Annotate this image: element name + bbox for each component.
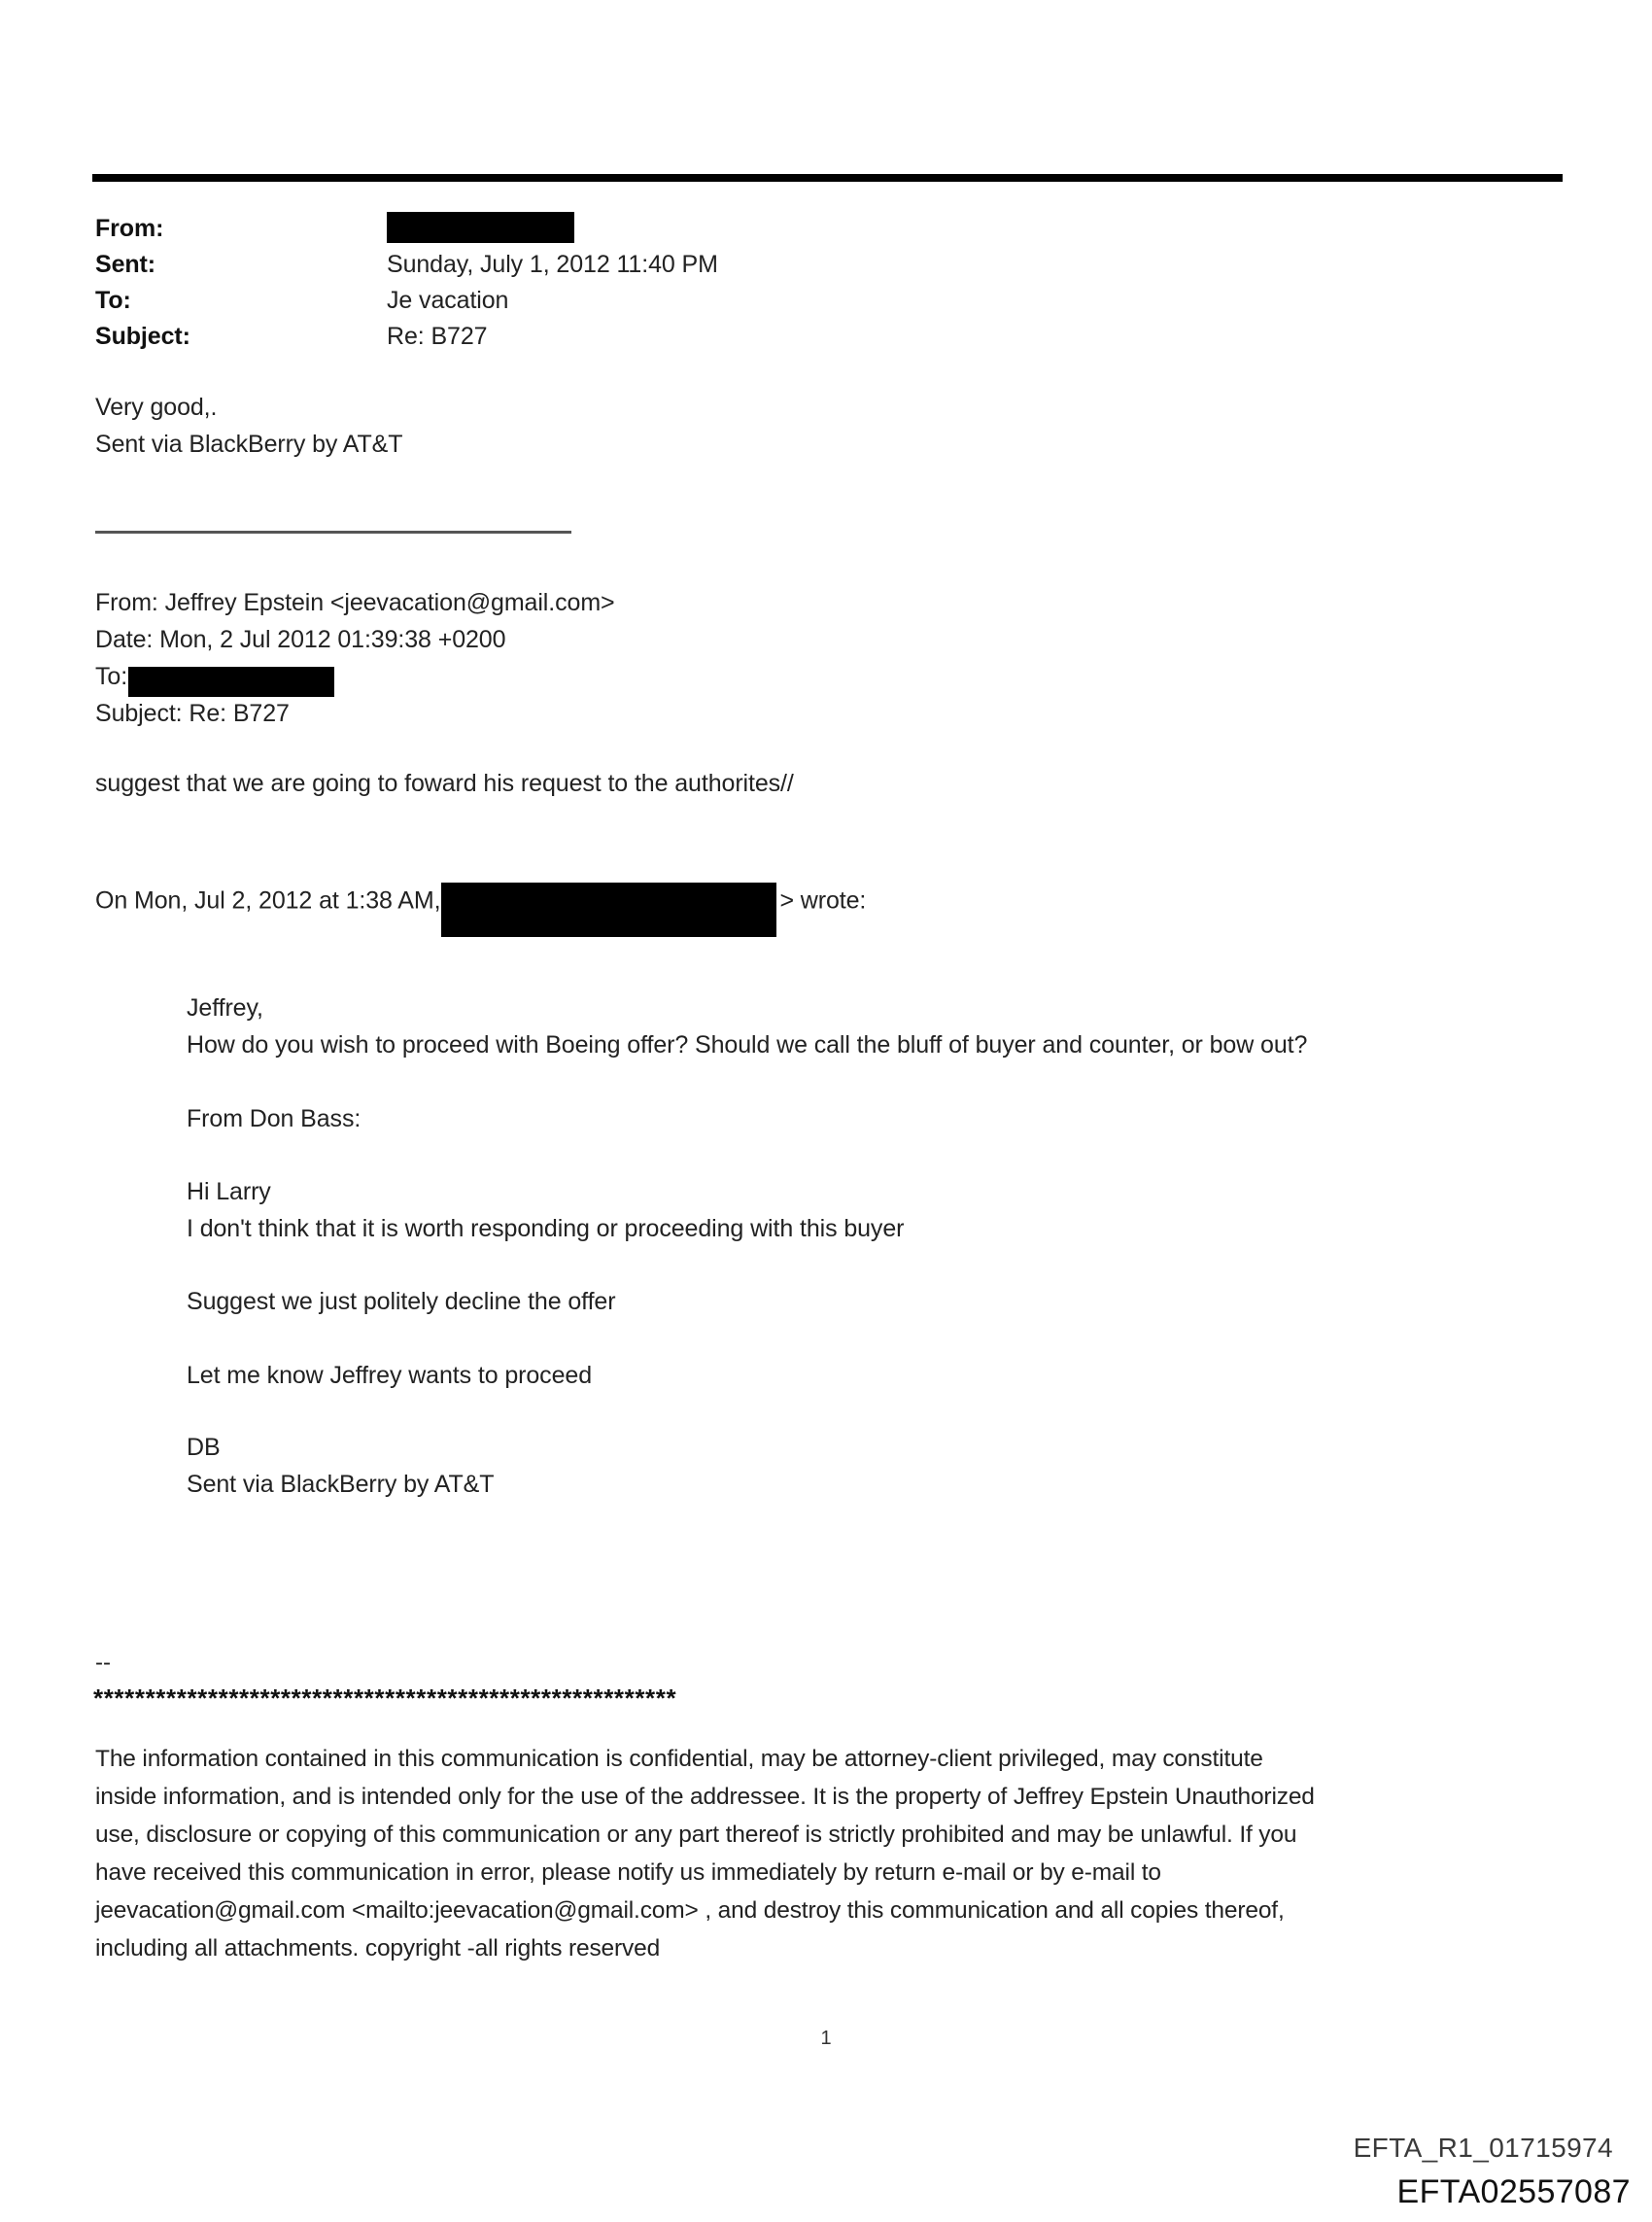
disclaimer-line-4: have received this communication in error, please notify us immediately by return e-mail or by e-mail to [95,1859,1161,1886]
reply-body [95,389,402,463]
header-label-sent: Sent: [95,251,156,278]
quoted-inner-greeting-block [187,1173,904,1247]
header-value-subject: Re: B727 [387,323,488,350]
header-value-to: Je vacation [387,287,509,314]
forwarded-subject: Subject: Re: B727 [95,700,290,727]
wrote-prefix: On Mon, Jul 2, 2012 at 1:38 AM, [95,886,441,915]
header-row-sent [95,248,1164,284]
forwarded-date: Date: Mon, 2 Jul 2012 01:39:38 +0200 [95,626,506,653]
forwarded-to-label: To: [95,663,128,690]
footer-star-divider: ******************************************************** [93,1684,677,1713]
confidentiality-disclaimer [95,1740,1543,1967]
forward-separator-rule [95,531,571,534]
quoted-block-greeting [187,989,1307,1063]
quoted-inner-line-3: Let me know Jeffrey wants to proceed [187,1362,592,1389]
header-row-from [95,212,1164,248]
quoted-question: How do you wish to proceed with Boeing offer? Should we call the bluff of buyer and counter, or bow out? [187,1031,1308,1059]
redaction-bar-forwarded-to [128,667,334,697]
footer-dashes: -- [95,1649,111,1676]
reply-line-2: Sent via BlackBerry by AT&T [95,431,403,458]
quoted-inner-line-2: Suggest we just politely decline the offer [187,1288,616,1315]
redaction-bar-from [387,212,574,243]
quoted-signature-device: Sent via BlackBerry by AT&T [187,1471,495,1498]
redaction-bar-wrote [441,883,776,937]
header-value-from [387,212,574,245]
quoted-signature-block [187,1429,494,1503]
page-number: 1 [820,2028,832,2049]
email-header-fields [95,212,1164,356]
header-value-sent: Sunday, July 1, 2012 11:40 PM [387,251,718,278]
disclaimer-line-6: including all attachments. copyright -all rights reserved [95,1935,661,1962]
disclaimer-line-5: jeevacation@gmail.com <mailto:jeevacation@gmail.com> , and destroy this communication and all copies thereof, [95,1897,1285,1924]
reply-line-1: Very good,. [95,394,218,421]
bates-number-production: EFTA_R1_01715974 [1353,2133,1613,2163]
disclaimer-line-2: inside information, and is intended only for the use of the addressee. It is the property of Jeffrey Epstein Unauthorized [95,1784,1315,1810]
bates-number-primary: EFTA02557087 [1396,2173,1631,2210]
wrote-attribution-line [95,875,866,929]
quoted-inner-greeting: Hi Larry [187,1178,271,1205]
quoted-signature-initials: DB [187,1434,221,1461]
header-label-subject: Subject: [95,323,190,350]
wrote-suffix: > wrote: [779,886,867,915]
quoted-inner-line-1: I don't think that it is worth responding or proceeding with this buyer [187,1215,905,1242]
header-label-to: To: [95,287,131,314]
header-top-rule [92,174,1563,182]
forwarded-message-text: suggest that we are going to foward his request to the authorites// [95,770,794,797]
forwarded-to-row [95,658,615,695]
header-row-to [95,284,1164,320]
quoted-attribution: From Don Bass: [187,1105,361,1132]
disclaimer-line-3: use, disclosure or copying of this communication or any part thereof is strictly prohibited and may be unlawful. If you [95,1822,1297,1848]
forwarded-from: From: Jeffrey Epstein <jeevacation@gmail.com> [95,589,615,616]
header-label-from: From: [95,215,164,242]
disclaimer-line-1: The information contained in this communication is confidential, may be attorney-client privileged, may constitute [95,1746,1263,1772]
header-row-subject [95,320,1164,356]
forwarded-header [95,584,615,732]
quoted-greeting: Jeffrey, [187,994,263,1022]
